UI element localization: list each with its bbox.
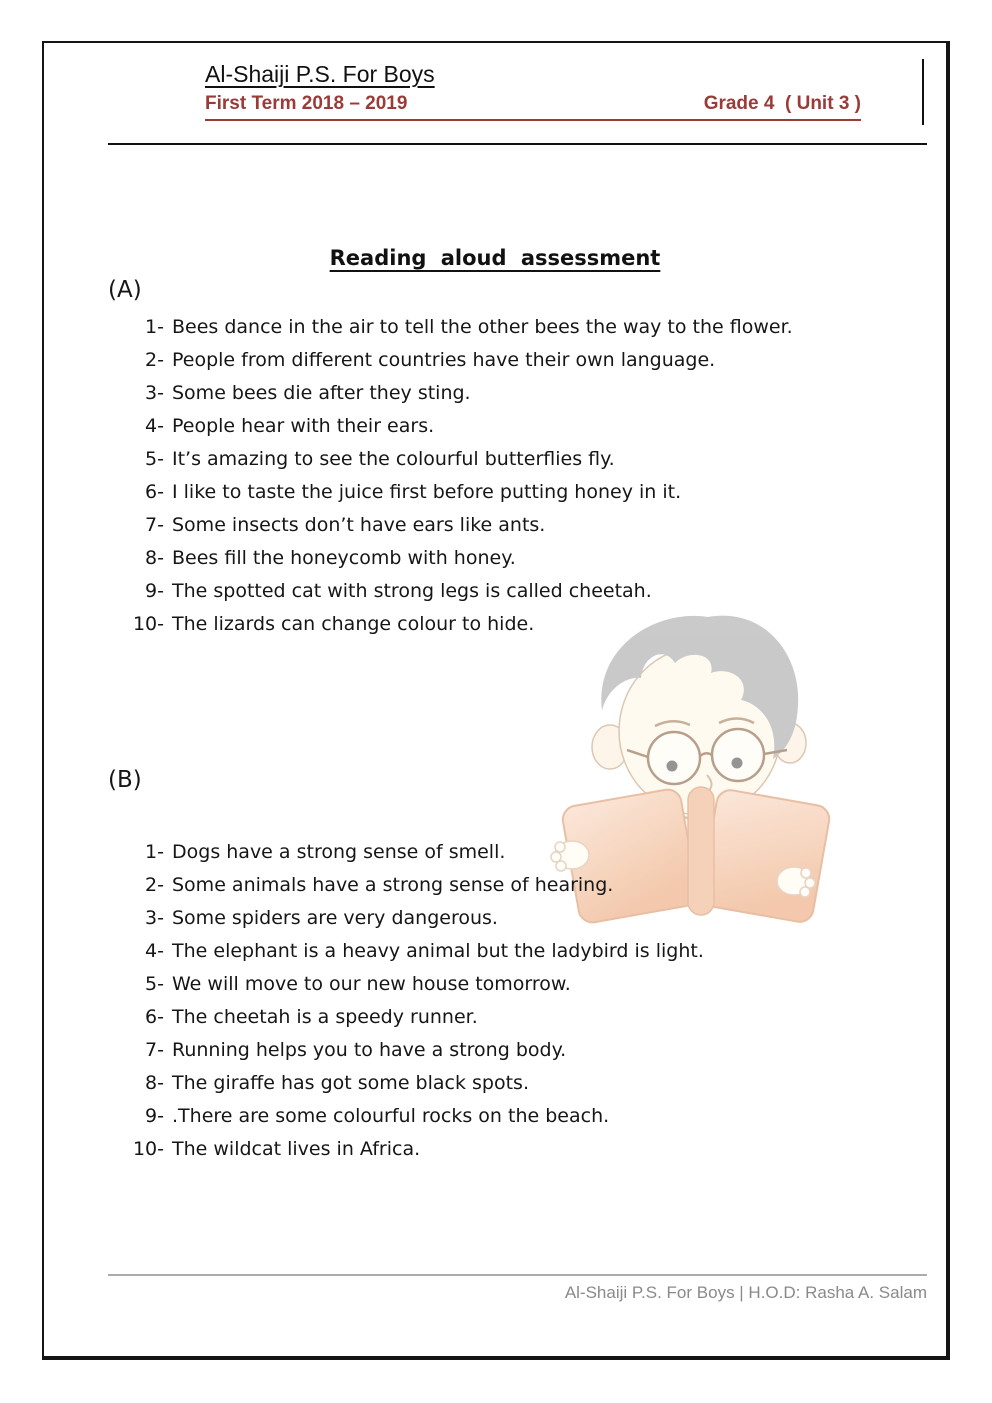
pupil-left (667, 761, 678, 772)
item-text: Running helps you to have a strong body. (172, 1039, 567, 1061)
item-number: 6- (145, 481, 164, 503)
list-item (107, 902, 917, 935)
item-number: 7- (145, 514, 164, 536)
item-number: 8- (145, 1072, 164, 1094)
item-number: 10- (132, 613, 164, 635)
footer-rule (108, 1274, 927, 1276)
item-text: The cheetah is a speedy runner. (172, 1006, 478, 1028)
header-vertical-rule (922, 59, 924, 125)
item-number: 6- (145, 1006, 164, 1028)
item-text: We will move to our new house tomorrow. (172, 973, 571, 995)
item-text: Some insects don’t have ears like ants. (172, 514, 546, 536)
item-text: Bees fill the honeycomb with honey. (172, 547, 516, 569)
item-number: 4- (145, 415, 164, 437)
item-number: 5- (145, 973, 164, 995)
list-item (107, 476, 917, 509)
item-text: Some animals have a strong sense of hearing. (172, 874, 614, 896)
item-number: 2- (145, 874, 164, 896)
list-item (107, 1133, 917, 1166)
item-number: 1- (145, 841, 164, 863)
list-item (107, 608, 917, 641)
list-item (107, 575, 917, 608)
item-text: Some spiders are very dangerous. (172, 907, 498, 929)
item-number: 3- (145, 382, 164, 404)
item-text: The elephant is a heavy animal but the ladybird is light. (172, 940, 704, 962)
glasses-right-lens (712, 729, 764, 781)
item-number: 10- (132, 1138, 164, 1160)
list-item (107, 443, 917, 476)
section-a-label: (A) (108, 277, 142, 303)
item-number: 9- (145, 1105, 164, 1127)
term-label: First Term 2018 – 2019 (205, 93, 408, 114)
item-number: 7- (145, 1039, 164, 1061)
list-item (107, 869, 917, 902)
list-item (107, 1001, 917, 1034)
header-horizontal-rule (108, 143, 927, 145)
list-item (107, 935, 917, 968)
item-number: 1- (145, 316, 164, 338)
item-number: 5- (145, 448, 164, 470)
grade-label: Grade 4 ( Unit 3 ) (703, 93, 861, 114)
list-item (107, 509, 917, 542)
footer-text: Al-Shaiji P.S. For Boys | H.O.D: Rasha A. Salam (564, 1283, 927, 1302)
term-grade-row (205, 93, 861, 121)
list-item (107, 410, 917, 443)
item-text: .There are some colourful rocks on the beach. (172, 1105, 610, 1127)
list-item (107, 968, 917, 1001)
item-text: I like to taste the juice first before putting honey in it. (172, 481, 682, 503)
school-name: Al-Shaiji P.S. For Boys (205, 61, 435, 87)
item-text: The wildcat lives in Africa. (172, 1138, 421, 1160)
page-title: Reading aloud assessment (329, 246, 661, 270)
list-item (107, 1034, 917, 1067)
item-text: People from different countries have their own language. (172, 349, 716, 371)
list-item (107, 311, 917, 344)
item-text: The giraffe has got some black spots. (172, 1072, 529, 1094)
item-number: 3- (145, 907, 164, 929)
item-text: The spotted cat with strong legs is called cheetah. (172, 580, 652, 602)
worksheet-page (42, 41, 950, 1360)
pupil-right (732, 758, 743, 769)
item-text: It’s amazing to see the colourful butterflies fly. (172, 448, 615, 470)
item-text: Some bees die after they sting. (172, 382, 471, 404)
list-item (107, 1067, 917, 1100)
item-number: 9- (145, 580, 164, 602)
item-text: The lizards can change colour to hide. (172, 613, 535, 635)
list-item (107, 1100, 917, 1133)
list-item (107, 344, 917, 377)
list-item (107, 542, 917, 575)
item-number: 4- (145, 940, 164, 962)
section-a-list (107, 311, 917, 641)
item-text: Dogs have a strong sense of smell. (172, 841, 506, 863)
item-number: 2- (145, 349, 164, 371)
item-text: People hear with their ears. (172, 415, 435, 437)
section-b-list (107, 836, 917, 1166)
item-number: 8- (145, 547, 164, 569)
item-text: Bees dance in the air to tell the other bees the way to the flower. (172, 316, 793, 338)
list-item (107, 377, 917, 410)
glasses-left-lens (648, 732, 700, 784)
list-item (107, 836, 917, 869)
section-b-label: (B) (108, 767, 142, 793)
